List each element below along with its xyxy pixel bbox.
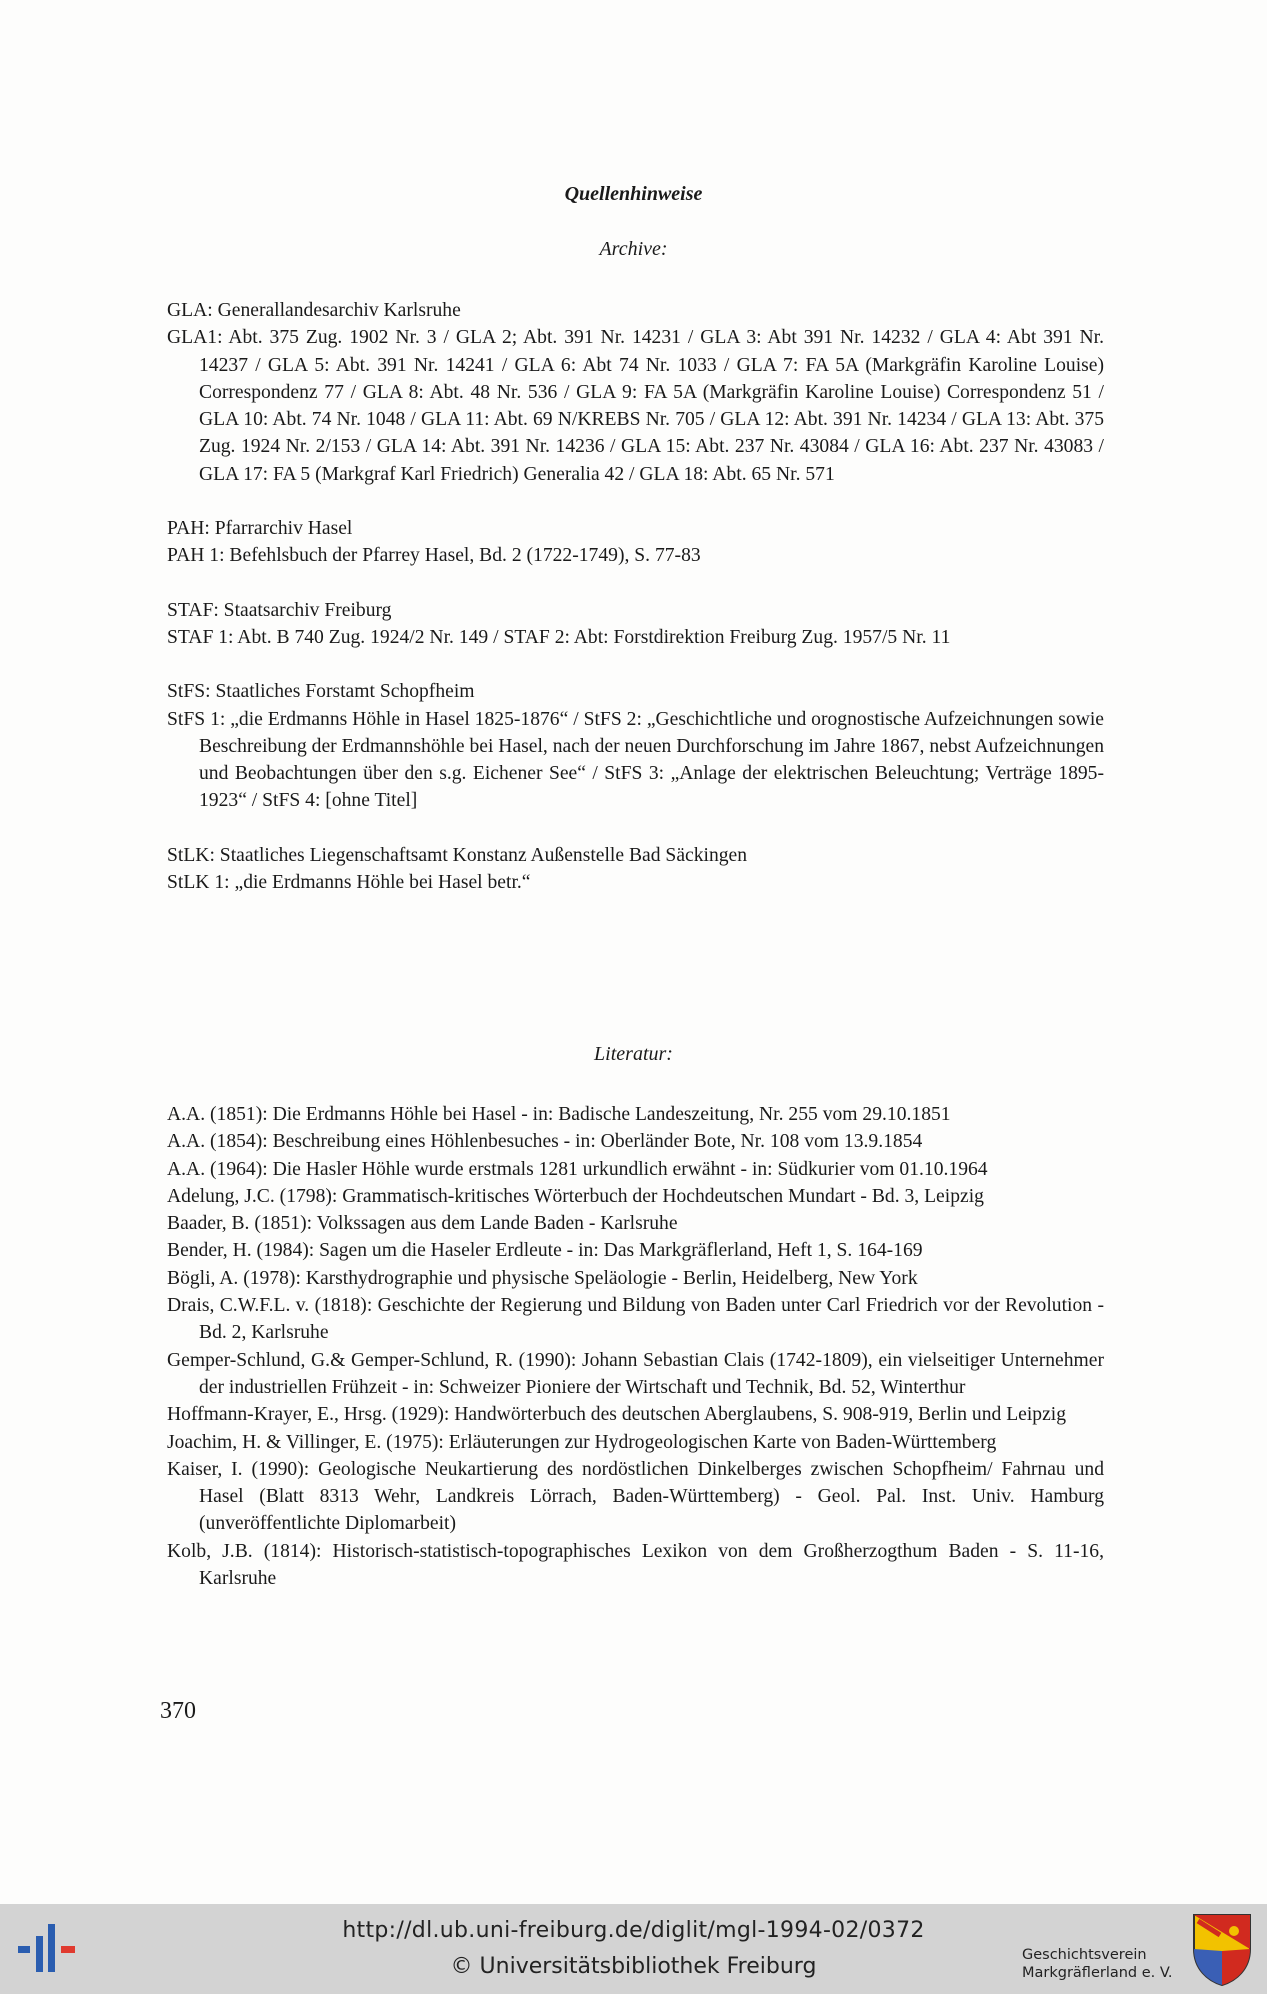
coat-of-arms-icon	[1190, 1911, 1254, 1987]
copyright-text: © Universitätsbibliothek Freiburg	[450, 1954, 817, 1979]
literature-entry: A.A. (1854): Beschreibung eines Höhlenbesuches - in: Oberländer Bote, Nr. 108 vom 13.9.1854	[167, 1131, 923, 1153]
archive-entry: StFS: Staatliches Forstamt Schopfheim	[167, 681, 475, 703]
archive-entry: StLK: Staatliches Liegenschaftsamt Konstanz Außenstelle Bad Säckingen	[167, 844, 748, 866]
literature-entry: Adelung, J.C. (1798): Grammatisch-kritisches Wörterbuch der Hochdeutschen Mundart - Bd. 3, Leipzig	[167, 1185, 984, 1207]
literature-entry: Drais, C.W.F.L. v. (1818): Geschichte der Regierung und Bildung von Baden unter Carl Friedrich vor der Revolution - Bd. 2, Karlsruhe	[167, 1295, 1104, 1344]
section-title: Quellenhinweise	[564, 183, 703, 205]
archive-entry: GLA1: Abt. 375 Zug. 1902 Nr. 3 / GLA 2; Abt. 391 Nr. 14231 / GLA 3: Abt 391 Nr. 14232 / GLA 4: Abt 391 Nr. 14237 / GLA 5: Abt. 391 Nr. 14241 / GLA 6: Abt 74 Nr. 1033 / GLA 7: FA 5A (Markgräfin Karoline Louise) Correspondenz 77 / GLA 8: Abt. 48 Nr. 536 / GLA 9: FA 5A (Markgräfin Karoline Louise) Correspondenz 51 / GLA 10: Abt. 74 Nr. 1048 / GLA 11: Abt. 69 N/KREBS Nr. 705 / GLA 12: Abt. 391 Nr. 14234 / GLA 13: Abt. 375 Zug. 1924 Nr. 2/153 / GLA 14: Abt. 391 Nr. 14236 / GLA 15: Abt. 237 Nr. 43084 / GLA 16: Abt. 237 Nr. 43083 / GLA 17: FA 5 (Markgraf Karl Friedrich) Generalia 42 / GLA 18: Abt. 65 Nr. 571	[167, 327, 1104, 485]
literature-entry: Baader, B. (1851): Volkssagen aus dem Lande Baden - Karlsruhe	[167, 1213, 678, 1235]
archive-entry: PAH: Pfarrarchiv Hasel	[167, 518, 353, 540]
literature-entry: A.A. (1964): Die Hasler Höhle wurde erstmals 1281 urkundlich erwähnt - in: Südkurier vom 01.10.1964	[167, 1158, 988, 1180]
society-name-line: Geschichtsverein	[1022, 1947, 1147, 1963]
literature-entry: Kolb, J.B. (1814): Historisch-statistisch-topographisches Lexikon von dem Großherzogthum Baden - S. 11-16, Karlsruhe	[167, 1540, 1104, 1590]
literature-entry: A.A. (1851): Die Erdmanns Höhle bei Hasel - in: Badische Landeszeitung, Nr. 255 vom 29.10.1851	[167, 1104, 951, 1125]
literature-entry: Gemper-Schlund, G.& Gemper-Schlund, R. (1990): Johann Sebastian Clais (1742-1809), ein vielseitiger Unternehmer der industriellen Frühzeit - in: Schweizer Pioniere der Wirtschaft und Technik, Bd. 52, Winterthur	[167, 1349, 1104, 1398]
literature-subheading: Literatur:	[594, 1043, 673, 1065]
archive-list	[167, 297, 1104, 896]
archive-subheading: Archive:	[599, 238, 668, 260]
archive-entry: GLA: Generallandesarchiv Karlsruhe	[167, 300, 461, 321]
literature-entry: Joachim, H. & Villinger, E. (1975): Erläuterungen zur Hydrogeologischen Karte von Baden-Württemberg	[167, 1431, 997, 1453]
archive-entry: StFS 1: „die Erdmanns Höhle in Hasel 1825-1876“ / StFS 2: „Geschichtliche und orognostische Aufzeichnungen sowie Beschreibung der Erdmannshöhle bei Hasel, nach der neuen Durchforschung im Jahre 1867, nebst Aufzeichnungen und Beobachtungen über den s.g. Eichener See“ / StFS 3: „Anlage der elektrischen Beleuchtung; Verträge 1895-1923“ / StFS 4: [ohne Titel]	[167, 708, 1104, 812]
society-name	[1022, 1946, 1192, 1982]
literature-entry: Hoffmann-Krayer, E., Hrsg. (1929): Handwörterbuch des deutschen Aberglaubens, S. 908-919, Berlin und Leipzig	[167, 1404, 1067, 1426]
literature-entry: Bögli, A. (1978): Karsthydrographie und physische Speläologie - Berlin, Heidelberg, New York	[167, 1267, 918, 1289]
archive-entry: StLK 1: „die Erdmanns Höhle bei Hasel betr.“	[167, 872, 531, 894]
literature-entry: Kaiser, I. (1990): Geologische Neukartierung des nordöstlichen Dinkelberges zwischen Schopfheim/ Fahrnau und Hasel (Blatt 8313 Wehr, Landkreis Lörrach, Baden-Württemberg) - Geol. Pal. Inst. Univ. Hamburg (unveröffentlichte Diplomarbeit)	[167, 1458, 1104, 1535]
page-number: 370	[160, 1698, 196, 1724]
literature-entry: Bender, H. (1984): Sagen um die Haseler Erdleute - in: Das Markgräflerland, Heft 1, S. 164-169	[167, 1240, 923, 1262]
document-url[interactable]: http://dl.ub.uni-freiburg.de/diglit/mgl-1994-02/0372	[342, 1918, 925, 1943]
archive-entry: STAF 1: Abt. B 740 Zug. 1924/2 Nr. 149 / STAF 2: Abt: Forstdirektion Freiburg Zug. 1957/5 Nr. 11	[167, 626, 951, 648]
archive-entry: PAH 1: Befehlsbuch der Pfarrey Hasel, Bd. 2 (1722-1749), S. 77-83	[167, 545, 701, 567]
viewer-footer	[0, 1904, 1267, 1994]
literature-list	[167, 1101, 1104, 1592]
society-name-line: Markgräflerland e. V.	[1022, 1965, 1173, 1981]
archive-entry: STAF: Staatsarchiv Freiburg	[167, 599, 392, 621]
